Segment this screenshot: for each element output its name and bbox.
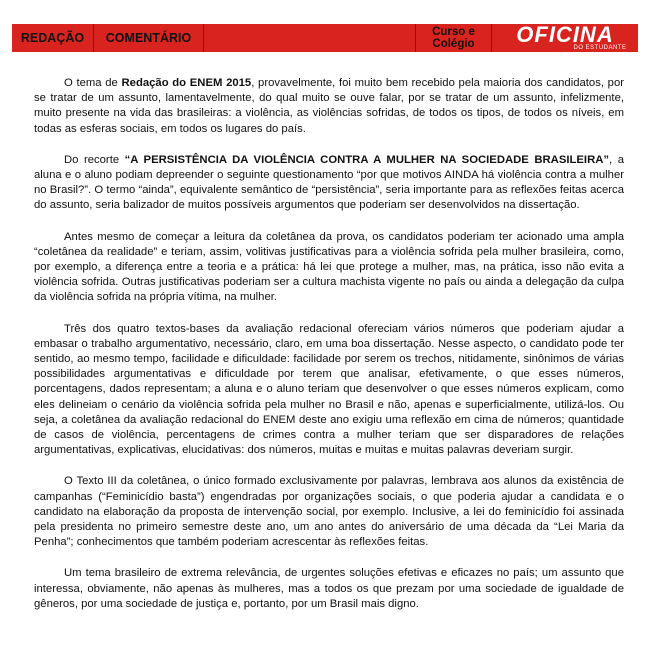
text-run: O Texto III da coletânea, o único formado exclusivamente por palavras, lembrava aos alunos da existência de campanhas (“Feminicídio basta”) engendradas por organizações sociais, o que poderia ajudar a candidata e o candidato na elaboração da proposta de intervenção social, por exemplo. Inclusive, a lei do feminicídio foi assinada pela presidenta no primeiro semestre deste ano, um ano antes do aniversário de uma década da “Lei Maria da Penha”; conhecimentos que também poderiam acrescentar às reflexões feitas. [34,475,624,549]
tab-comentario[interactable]: COMENTÁRIO [94,24,204,52]
text-run: Três dos quatro textos-bases da avaliação redacional ofereciam vários números que poderiam ajudar a embasar o trabalho argumentativo, necessário, claro, em uma boa dissertação. Nesse aspecto, o candidato pode ter sentido, ao mesmo tempo, facilidade e dificuldade: facilidade por serem os trechos, nitidamente, sinônimos de várias possibilidades argumentativas e dificuldade por terem que analisar, efetivamente, o que esses números, porcentagens, dados representam; a aluna e o aluno teriam que desenvolver o que esses números explicam, como eles delineiam o cenário da violência sofrida pela mulher no Brasil e não, apenas e superficialmente, utilizá-los. Ou seja, a coletânea da avaliação redacional do ENEM deste ano exigiu uma reflexão em cima de números; quantidade de casos de violência, percentagens de crimes contra a mulher teriam que ser disparadores de relações argumentativas, explicativas, elucidativas: dos números, muitas e muitas e muitas palavras deveriam surgir. [34,322,624,457]
text-run: , provavelmente, foi muito bem recebido pela maioria dos candidatos, por se tratar de um assunto, lamentavelmente, do qual muito se ouve falar, por se tratar de um assunto, infelizmente, muito presente na vida das brasileiras: a violência, as violências sofridas, de todos os tipos, de todos os níveis, em todas as esferas sociais, em todos os lugares do país. [34,77,625,135]
text-run: Um tema brasileiro de extrema relevância, de urgentes soluções efetivas e eficazes no país; um assunto que interessa, obviamente, não apenas às mulheres, mas a todos os que prezam por uma sociedade de igualdade de gêneros, por uma sociedade de justiça e, portanto, por um Brasil mais digno. [34,567,624,610]
paragraph [34,474,624,550]
text-run: O tema de [64,77,122,89]
paragraph [34,76,624,137]
curso-line-2: Colégio [432,38,475,50]
header-bar [12,24,638,52]
bold-text: “A PERSISTÊNCIA DA VIOLÊNCIA CONTRA A MULHER NA SOCIEDADE BRASILEIRA” [124,153,610,166]
paragraph [34,566,624,612]
logo-subtext: DO ESTUDANTE [573,45,627,51]
header-spacer [204,24,416,52]
logo-text: OFICINA [516,22,614,47]
paragraph [34,322,624,459]
paragraph [34,153,624,214]
bold-text: Redação do ENEM 2015 [121,77,252,89]
paragraph [34,230,624,306]
text-run: , a aluna e o aluno podiam depreender o seguinte questionamento “por que motivos AINDA há violência contra a mulher no Brasil?”. O termo “ainda”, equivalente semântico de “persistência”, seria importante para as reflexões feitas acerca do assunto, seria balizador de muitos possíveis argumentos que poderiam ser desenvolvidos na dissertação. [34,153,624,212]
oficina-logo [492,24,638,52]
article-body [34,76,624,628]
text-run: Do recorte [64,153,125,166]
text-run: Antes mesmo de começar a leitura da coletânea da prova, os candidatos poderiam ter acionado uma ampla “coletânea da realidade” e teriam, assim, volitivas justificativas para a violência sofrida pela mulher brasileira, como, por exemplo, a diferença entre a teoria e a prática: há lei que protege a mulher, mas, na prática, isso não evita a violência sofrida. Outras justificativas poderiam ser a cultura machista vigente no país ou ainda a delegação da culpa da violência sofrida na própria vítima, na mulher. [34,230,624,304]
curso-line-1: Curso e [432,26,475,38]
tab-redacao[interactable]: REDAÇÃO [12,24,94,52]
curso-colegio-label [416,24,492,52]
